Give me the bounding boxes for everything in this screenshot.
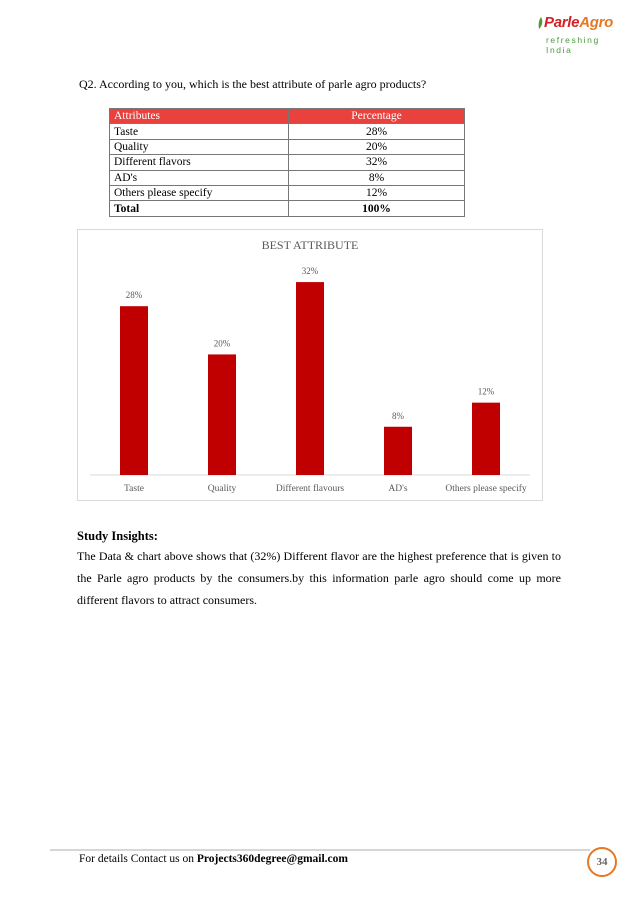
insights-title: Study Insights: <box>77 529 158 543</box>
bar-others-please-specify <box>472 403 500 475</box>
x-tick-label: Different flavours <box>275 484 345 494</box>
table-cell-percentage: 12% <box>289 185 465 200</box>
insights-text: The Data & chart above shows that (32%) Different flavor are the highest preference that is given to the Parle agro products by the consumers.by this information parle agro should come up more different flavors to attract consumers. <box>77 549 561 607</box>
best-attribute-chart <box>77 229 543 501</box>
bar-ad-s <box>384 427 412 475</box>
question-text: Q2. According to you, which is the best attribute of parle agro products? <box>79 77 427 91</box>
x-tick-label: AD's <box>388 484 408 494</box>
footer-contact <box>79 853 348 865</box>
data-label: 20% <box>213 338 231 349</box>
table-row <box>110 185 465 200</box>
table-cell-attribute: AD's <box>110 170 289 185</box>
attributes-table <box>109 108 465 217</box>
table-cell-attribute: Others please specify <box>110 185 289 200</box>
page-number: 34 <box>596 856 608 868</box>
parle-agro-logo <box>538 14 618 55</box>
table-header-percentage: Percentage <box>289 109 465 124</box>
table-row <box>110 170 465 185</box>
bar-taste <box>120 306 148 475</box>
x-tick-label: Others please specify <box>445 484 527 494</box>
table-cell-attribute: Quality <box>110 139 289 154</box>
data-label: 28% <box>125 290 143 301</box>
data-label: 12% <box>477 386 495 397</box>
footer-email: Projects360degree@gmail.com <box>196 853 348 865</box>
table-cell-percentage: 32% <box>289 155 465 170</box>
page-number-badge <box>587 847 617 877</box>
logo-brand: ParleAgro <box>544 14 613 31</box>
table-row <box>110 124 465 139</box>
table-row <box>110 155 465 170</box>
table-header-row <box>110 109 465 124</box>
table-total-label: Total <box>110 201 289 216</box>
chart-title: BEST ATTRIBUTE <box>261 238 359 252</box>
data-label: 32% <box>301 266 319 277</box>
table-cell-percentage: 20% <box>289 139 465 154</box>
table-total-value: 100% <box>289 201 465 216</box>
bar-quality <box>208 354 236 475</box>
x-tick-label: Taste <box>124 484 144 494</box>
table-cell-attribute: Taste <box>110 124 289 139</box>
data-label: 8% <box>392 410 404 421</box>
table-cell-attribute: Different flavors <box>110 155 289 170</box>
logo-tagline: refreshing India <box>546 35 600 55</box>
table-total-row <box>110 201 465 216</box>
x-tick-label: Quality <box>207 484 237 494</box>
footer-divider <box>50 849 590 851</box>
bar-different-flavours <box>296 282 324 475</box>
table-cell-percentage: 28% <box>289 124 465 139</box>
chart-svg <box>78 230 542 500</box>
table-row <box>110 139 465 154</box>
table-cell-percentage: 8% <box>289 170 465 185</box>
footer-prefix: For details Contact us on <box>79 853 197 865</box>
table-header-attributes: Attributes <box>110 109 289 124</box>
